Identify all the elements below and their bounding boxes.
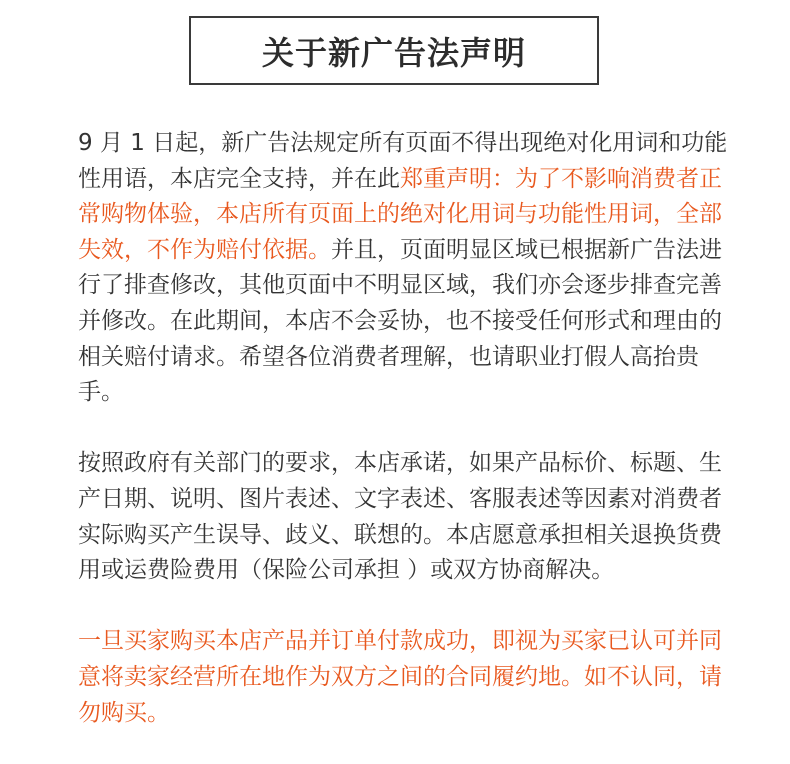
paragraph-1-highlight: 郑重声明：为了不影响消费者正常购物体验，本店所有页面上的绝对化用词与功能性用词，全部失效，不作为赔付依据。 [78, 165, 722, 263]
page-title: 关于新广告法声明 [261, 33, 526, 72]
statement-content [78, 126, 728, 731]
paragraph-1-intro: 9 月 1 日起，新广告法规定所有页面不得出现绝对化用词和功能性用语，本店完全支持，并在此 [78, 130, 728, 192]
title-box [189, 16, 599, 85]
paragraph-3-highlight: 一旦买家购买本店产品并订单付款成功，即视为买家已认可并同意将卖家经营所在地作为双方之间的合同履约地。如不认同，请勿购买。 [78, 628, 722, 726]
paragraph-1-rest: 并且，页面明显区域已根据新广告法进行了排查修改，其他页面中不明显区域，我们亦会逐步排查完善并修改。在此期间，本店不会妥协，也不接受任何形式和理由的相关赔付请求。希望各位消费者理解，也请职业打假人高抬贵手。 [78, 236, 722, 406]
paragraph-1 [78, 126, 728, 411]
paragraph-2: 按照政府有关部门的要求，本店承诺，如果产品标价、标题、生产日期、说明、图片表述、文字表述、客服表述等因素对消费者实际购买产生误导、歧义、联想的。本店愿意承担相关退换货费用或运费险费用（保险公司承担 ）或双方协商解决。 [78, 450, 722, 584]
